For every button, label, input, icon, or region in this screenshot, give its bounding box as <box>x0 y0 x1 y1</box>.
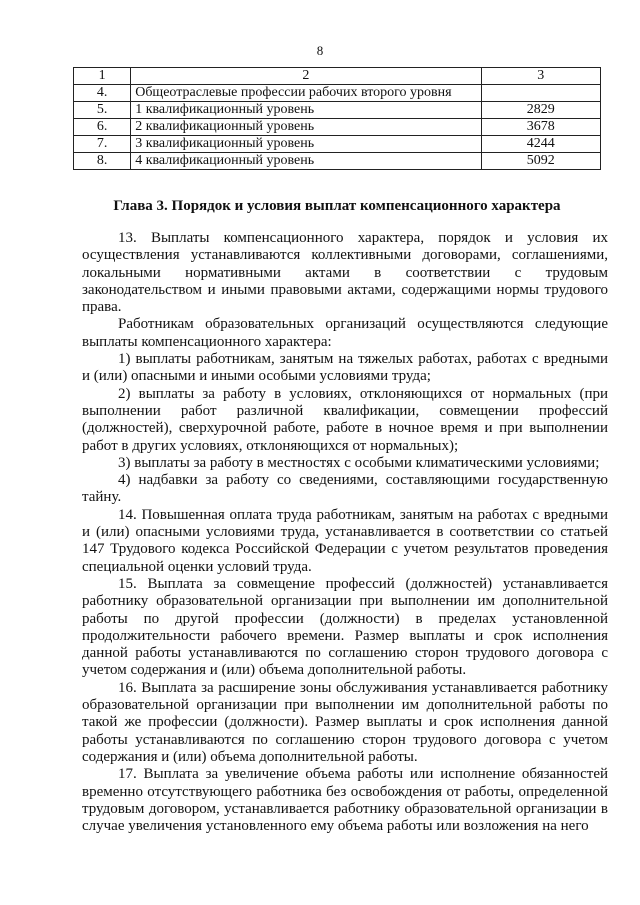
row-name: 2 квалификационный уровень <box>131 119 481 136</box>
row-number: 5. <box>74 102 131 119</box>
table-row <box>74 85 601 102</box>
paragraph: 14. Повышенная оплата труда работникам, занятым на работах с вредными и (или) опасными условиями труда, устанавливается в соответствии со статьей 147 Трудового кодекса Российской Федерации с учетом результатов проведения специальной оценки условий труда. <box>82 506 608 575</box>
table-row <box>74 136 601 153</box>
paragraph: 16. Выплата за расширение зоны обслуживания устанавливается работнику образовательной организации при выполнении им дополнительной работы по такой же профессии (должности). Размер выплаты и срок исполнения данной работы устанавливаются по соглашению сторон трудового договора с учетом содержания и (или) объема дополнительной работы. <box>82 679 608 765</box>
table-header-cell: 3 <box>481 68 600 85</box>
table-header-cell: 2 <box>131 68 481 85</box>
row-name: 1 квалификационный уровень <box>131 102 481 119</box>
page-number: 8 <box>316 43 324 58</box>
row-value: 5092 <box>481 153 600 170</box>
row-name: 3 квалификационный уровень <box>131 136 481 153</box>
row-value: 4244 <box>481 136 600 153</box>
row-number: 4. <box>74 85 131 102</box>
row-name: Общеотраслевые профессии рабочих второго уровня <box>131 85 481 102</box>
paragraph: 2) выплаты за работу в условиях, отклоняющихся от нормальных (при выполнении работ различной квалификации, совмещении профессий (должностей), сверхурочной работе, работе в ночное время и при выполнении работ в других условиях, отклоняющихся от нормальных); <box>82 385 608 454</box>
table-header-row <box>74 68 601 85</box>
row-value: 3678 <box>481 119 600 136</box>
body-text <box>82 230 608 835</box>
chapter-title: Глава 3. Порядок и условия выплат компенсационного характера <box>113 198 561 214</box>
row-value <box>481 85 600 102</box>
paragraph: 4) надбавки за работу со сведениями, составляющими государственную тайну. <box>82 472 608 506</box>
paragraph: 13. Выплаты компенсационного характера, порядок и условия их осуществления устанавливаются коллективными договорами, соглашениями, локальными нормативными актами в соответствии с трудовым законодательством и иными правовыми актами, содержащими нормы трудового права. <box>82 230 608 316</box>
table-header-cell: 1 <box>74 68 131 85</box>
paragraph: 15. Выплата за совмещение профессий (должностей) устанавливается работнику образовательной организации при выполнении им дополнительной работы по другой профессии (должности) в пределах установленной продолжительности рабочего времени. Размер выплаты и срок исполнения данной работы устанавливаются по соглашению сторон трудового договора с учетом содержания и (или) объема дополнительной работы. <box>82 575 608 679</box>
table-row <box>74 153 601 170</box>
row-number: 6. <box>74 119 131 136</box>
paragraph: 3) выплаты за работу в местностях с особыми климатическими условиями; <box>118 454 600 471</box>
row-name: 4 квалификационный уровень <box>131 153 481 170</box>
row-number: 7. <box>74 136 131 153</box>
paragraph: Работникам образовательных организаций осуществляются следующие выплаты компенсационного характера: <box>82 316 608 350</box>
salary-table <box>73 67 601 170</box>
table-row <box>74 102 601 119</box>
table-row <box>74 119 601 136</box>
paragraph: 17. Выплата за увеличение объема работы или исполнение обязанностей временно отсутствующего работника без освобождения от работы, определенной трудовым договором, устанавливается работнику образовательной организации в случае увеличения установленного ему объема работы или возложения на него <box>82 766 608 835</box>
paragraph: 1) выплаты работникам, занятым на тяжелых работах, работах с вредными и (или) опасными и иными особыми условиями труда; <box>82 351 608 385</box>
row-value: 2829 <box>481 102 600 119</box>
row-number: 8. <box>74 153 131 170</box>
